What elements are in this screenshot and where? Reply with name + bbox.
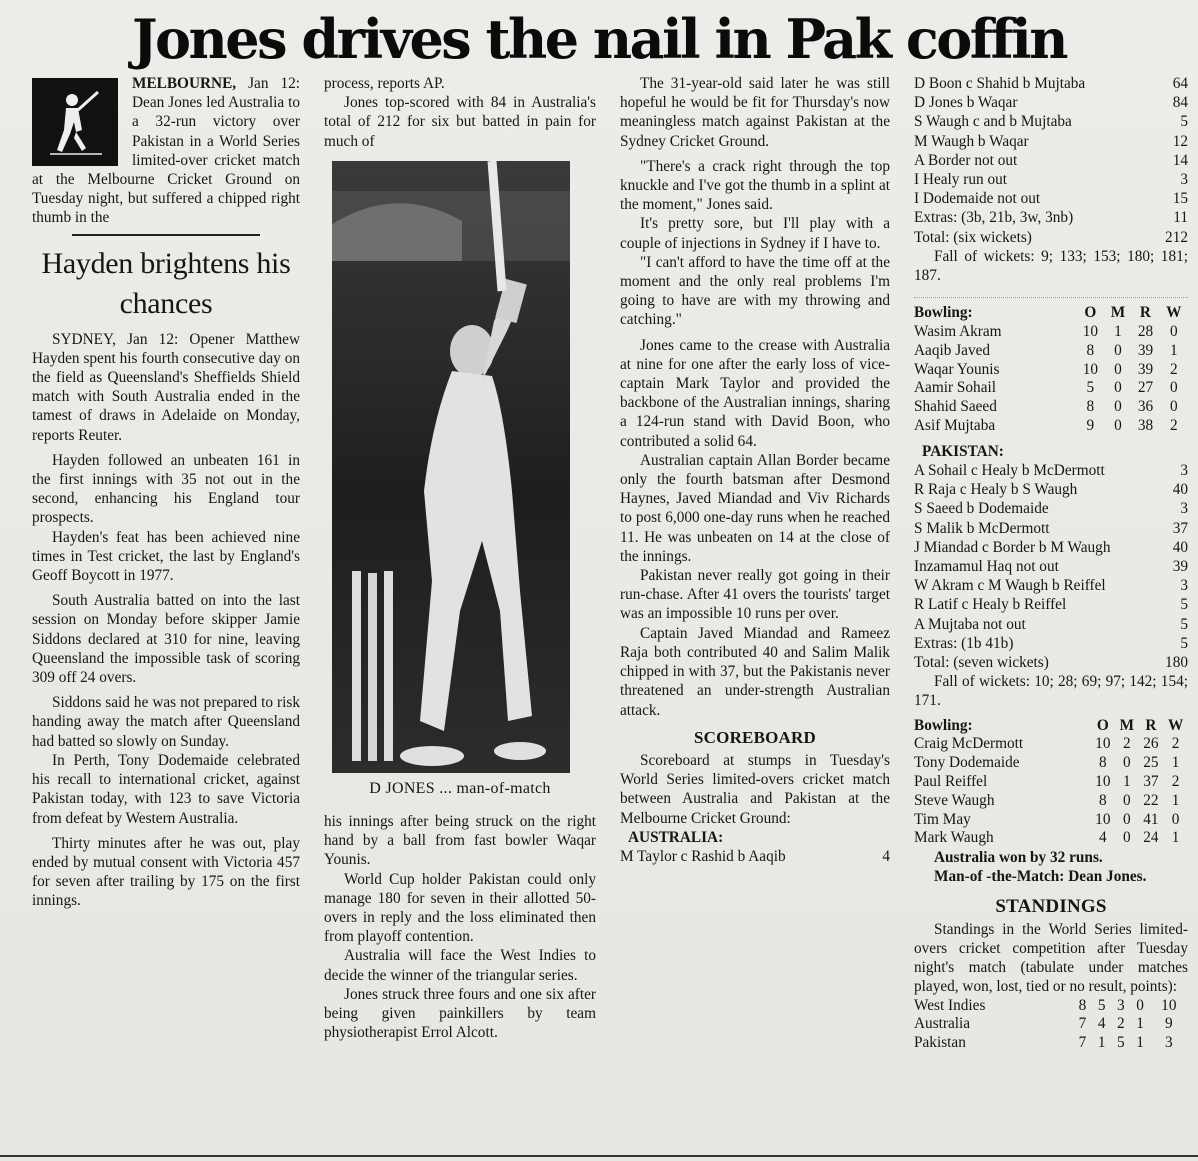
bowling-figure: 0: [1123, 810, 1131, 828]
batting-row: [914, 228, 1188, 247]
bowling-figure: 10: [1095, 810, 1111, 828]
batting-row: [914, 151, 1188, 170]
col-header: W: [1166, 304, 1182, 322]
bowling-figure: 2: [1123, 735, 1131, 753]
bowling-figure: 36: [1137, 398, 1154, 416]
batting-row: [914, 576, 1188, 595]
hayden-paragraph: South Australia batted on into the last session on Monday before skipper Jamie Siddons declared at 310 for nine, leaving Queensland the impossible task of scoring 309 off 24 overs.: [32, 592, 300, 687]
standings-row: [914, 1015, 1188, 1034]
bowler-name: Tony Dodemaide: [914, 754, 1020, 772]
bowling-row: [914, 398, 1188, 417]
batting-row: [914, 615, 1188, 634]
standings-row: [914, 997, 1188, 1016]
bowler-name: Aaqib Javed: [914, 341, 991, 359]
bowling-label: Bowling:: [914, 716, 973, 734]
batting-row: [914, 499, 1188, 518]
batsman-photo: [332, 161, 570, 773]
bowling-figure: 0: [1169, 398, 1178, 416]
hayden-paragraph: SYDNEY, Jan 12: Opener Matthew Hayden spent his fourth consecutive day on the field as Queensland's Sheffields Shield match with South Australia ended in the tamest of draws in Adelaide on Monday, reports Reuter.: [32, 330, 300, 444]
batting-row: [914, 634, 1188, 653]
batsman-runs: 3: [1180, 462, 1188, 480]
batsman-name: A Mujtaba not out: [914, 615, 1026, 633]
batsman-runs: 3: [1180, 500, 1188, 518]
bowling-figure: 4: [1099, 829, 1107, 847]
story-paragraph: World Cup holder Pakistan could only manage 180 for seven in their allotted 50-overs in reply and the loss eliminated then from playoff contention.: [324, 870, 596, 946]
team-name: West Indies: [914, 996, 986, 1014]
standings-value: 3: [1165, 1034, 1173, 1052]
bowler-name: Craig McDermott: [914, 735, 1024, 753]
bowler-name: Paul Reiffel: [914, 773, 988, 791]
batsman-runs: 5: [1180, 615, 1188, 633]
bowling-label: Bowling:: [914, 304, 973, 322]
bowling-figure: 0: [1123, 791, 1131, 809]
story-paragraph: The 31-year-old said later he was still hopeful he would be fit for Thursday's now meaningless match against Pakistan at the Sydney Cricket Ground.: [620, 75, 890, 150]
scoreboard-heading: SCOREBOARD: [694, 727, 816, 747]
bowling-row: [914, 773, 1188, 792]
batting-row: [914, 595, 1188, 614]
batsman-runs: 39: [1172, 558, 1188, 576]
divider: [914, 285, 1188, 298]
col-header: W: [1167, 716, 1184, 734]
pakistan-batting: [914, 461, 1188, 672]
man-of-the-match: Man-of -the-Match: Dean Jones.: [934, 868, 1147, 886]
batsman-runs: 212: [1165, 228, 1188, 246]
batsman-name: I Healy run out: [914, 171, 1008, 189]
batsman-runs: 5: [1180, 634, 1188, 652]
match-result: Australia won by 32 runs.: [934, 849, 1103, 867]
bowling-figure: 0: [1114, 379, 1122, 397]
australia-fall-of-wickets: Fall of wickets: 9; 133; 153; 180; 181; 187.: [914, 247, 1188, 285]
bowling-figure: 25: [1143, 754, 1159, 772]
bowling-figure: 2: [1171, 773, 1180, 791]
batsman-runs: 14: [1172, 151, 1188, 169]
batting-row: [914, 93, 1188, 112]
bowling-row: [914, 379, 1188, 398]
batsman-name: A Sohail c Healy b McDermott: [914, 462, 1105, 480]
bowling-figure: 1: [1114, 323, 1122, 341]
bowling-figure: 9: [1086, 417, 1095, 435]
batsman-runs: 180: [1165, 654, 1188, 672]
batsman-runs: 3: [1180, 577, 1188, 595]
standings-value: 7: [1078, 1034, 1087, 1052]
cricket-batsman-icon: [32, 78, 118, 166]
story-paragraph: Australian captain Allan Border became only the fourth batsman after Desmond Haynes, Javed Miandad and Viv Richards to post 6,000 one-day runs when he reached 11. He was unbeaten on 14 at the close of the innings.: [620, 451, 890, 565]
bowling-figure: 10: [1095, 735, 1111, 753]
bowler-name: Aamir Sohail: [914, 379, 996, 397]
batsman-name: M Waugh b Waqar: [914, 132, 1029, 150]
pakistan-fall-of-wickets: Fall of wickets: 10; 28; 69; 97; 142; 154; 171.: [914, 673, 1188, 710]
batsman-runs: 11: [1173, 209, 1188, 227]
batsman-name: S Waugh c and b Mujtaba: [914, 113, 1072, 131]
batting-row: [914, 74, 1188, 93]
australia-batting: [914, 74, 1188, 247]
standings-heading: STANDINGS: [995, 895, 1107, 917]
bowling-figure: 1: [1171, 829, 1180, 847]
bowling-row: [914, 829, 1188, 848]
batsman-name: D Boon c Shahid b Mujtaba: [914, 75, 1086, 92]
story-paragraph: his innings after being struck on the right hand by a ball from fast bowler Waqar Younis.: [324, 813, 596, 869]
batting-row: [914, 189, 1188, 208]
bowling-figure: 24: [1143, 829, 1159, 847]
bowling-row: [914, 811, 1188, 830]
batsman-runs: 5: [1180, 113, 1188, 131]
pakistan-bowling-table: [914, 304, 1188, 436]
batsman-runs: 37: [1172, 519, 1188, 537]
batsman-name: R Raja c Healy b S Waugh: [914, 481, 1078, 499]
batsman-runs: 84: [1172, 94, 1188, 112]
batsman-runs: 3: [1180, 171, 1188, 189]
bowling-figure: 37: [1143, 773, 1159, 791]
bowling-figure: 0: [1169, 379, 1178, 397]
bowling-figure: 1: [1169, 341, 1178, 359]
standings-value: 7: [1078, 1015, 1087, 1033]
story-paragraph: process, reports AP.: [324, 75, 445, 92]
australia-bowling-table: [914, 717, 1188, 849]
bowling-figure: 39: [1137, 360, 1154, 378]
story-paragraph: Captain Javed Miandad and Rameez Raja both contributed 40 and Salim Malik chipped in with 37, but the Pakistanis never threatened an under-strength Australian attack.: [620, 624, 890, 719]
bowler-name: Wasim Akram: [914, 323, 1002, 341]
standings-value: 10: [1161, 996, 1177, 1014]
bowling-row: [914, 342, 1188, 361]
bowling-figure: 0: [1114, 398, 1122, 416]
hayden-paragraph: Siddons said he was not prepared to risk handing away the match after Queensland had batted so slowly on Sunday.: [32, 694, 300, 750]
batsman-name: Extras: (1b 41b): [914, 634, 1014, 652]
story-paragraph: Jones came to the crease with Australia at nine for one after the early loss of vice-captain Mark Taylor and provided the backbone of the Australian innings, sharing a 124-run stand with David Boon, who contributed a solid 64.: [620, 336, 890, 450]
standings-value: 1: [1136, 1034, 1144, 1052]
batsman-name: Extras: (3b, 21b, 3w, 3nb): [914, 209, 1074, 227]
bowling-figure: 0: [1169, 323, 1178, 341]
bowling-figure: 22: [1143, 791, 1159, 809]
bowling-figure: 1: [1171, 754, 1180, 772]
standings-value: 9: [1165, 1015, 1173, 1033]
batsman-runs: 15: [1172, 190, 1188, 208]
bowling-figure: 38: [1137, 417, 1154, 435]
bowling-figure: 8: [1086, 341, 1095, 359]
bowling-figure: 0: [1114, 341, 1122, 359]
bowler-name: Steve Waugh: [914, 791, 995, 809]
bowling-figure: 1: [1123, 773, 1131, 791]
bowling-figure: 8: [1099, 791, 1107, 809]
batsman-name: D Jones b Waqar: [914, 94, 1018, 112]
bowling-row: [914, 323, 1188, 342]
team-name: Pakistan: [914, 1034, 966, 1052]
story-paragraph: Pakistan never really got going in their run-chase. After 41 overs the tourists' target was an impossible 10 runs per over.: [620, 567, 890, 623]
bowling-figure: 0: [1114, 417, 1122, 435]
batsman-name: Total: (six wickets): [914, 228, 1032, 246]
standings-value: 2: [1117, 1015, 1125, 1033]
batsman-name: W Akram c M Waugh b Reiffel: [914, 577, 1106, 595]
batsman-runs: 5: [1180, 596, 1188, 614]
column-3: [620, 74, 890, 866]
batting-row: [620, 847, 890, 866]
story-paragraph: It's pretty sore, but I'll play with a couple of injections in Sydney if I have to.: [620, 215, 890, 252]
batsman-name: A Border not out: [914, 151, 1018, 169]
standings-value: 3: [1117, 996, 1125, 1014]
bowling-row: [914, 792, 1188, 811]
bowler-name: Shahid Saeed: [914, 398, 997, 416]
bowling-figure: 0: [1114, 360, 1122, 378]
column-4: [914, 74, 1188, 1053]
bowling-figure: 26: [1143, 735, 1159, 753]
bowling-figure: 8: [1086, 398, 1095, 416]
standings-value: 1: [1097, 1034, 1106, 1052]
batsman-name: I Dodemaide not out: [914, 190, 1041, 208]
bowling-row: [914, 417, 1188, 436]
bowler-name: Tim May: [914, 810, 971, 828]
col-header: M: [1110, 304, 1126, 322]
bowler-name: Mark Waugh: [914, 829, 994, 847]
batting-row: [914, 132, 1188, 151]
bowling-figure: 2: [1169, 417, 1178, 435]
bowling-row: [914, 735, 1188, 754]
standings-value: 1: [1136, 1015, 1144, 1033]
batsman-runs: 64: [1172, 75, 1188, 92]
divider: [72, 234, 260, 236]
batsman-runs: 4: [882, 847, 890, 865]
headline: Jones drives the nail in Pak coffin: [131, 7, 1067, 71]
batting-row: [914, 519, 1188, 538]
lead-paragraph: Jan 12: Dean Jones led Australia to a 32-run victory over Pakistan in a World Series limited-over cricket match at the Melbourne Cricket Ground on Tuesday night, but suffered a chipped right thumb in the: [32, 75, 300, 227]
standings-value: 5: [1117, 1034, 1125, 1052]
batting-row: [914, 208, 1188, 227]
column-1: [32, 74, 300, 911]
hayden-paragraph: Hayden followed an unbeaten 161 in the first innings with 35 not out in the second, enhancing his England tour prospects.: [32, 451, 300, 527]
dateline: MELBOURNE,: [132, 75, 237, 92]
australia-label: AUSTRALIA:: [628, 828, 724, 846]
bowling-figure: 2: [1169, 360, 1178, 378]
batting-row: [914, 653, 1188, 672]
bowling-figure: 41: [1143, 810, 1159, 828]
standings-value: 8: [1078, 996, 1087, 1014]
batting-row: [914, 461, 1188, 480]
batting-row: [914, 557, 1188, 576]
photo-caption: D JONES ... man-of-match: [369, 779, 551, 797]
batsman-runs: 40: [1172, 481, 1188, 499]
bowling-row: [914, 754, 1188, 773]
hayden-paragraph: Thirty minutes after he was out, play ended by mutual consent with Victoria 457 for seven after trailing by 175 on the first innings.: [32, 834, 300, 910]
standings-value: 5: [1097, 996, 1106, 1014]
bottom-rule: [0, 1155, 1198, 1157]
bowling-figure: 10: [1082, 360, 1099, 378]
bowling-figure: 10: [1082, 323, 1099, 341]
batsman-name: M Taylor c Rashid b Aaqib: [620, 847, 786, 865]
bowling-figure: 28: [1137, 323, 1154, 341]
standings-intro: Standings in the World Series limited-overs cricket competition after Tuesday night's match (tabulate under matches played, won, lost, tied or no result, points):: [914, 920, 1188, 996]
batting-row: [914, 538, 1188, 557]
story-paragraph: Australia will face the West Indies to decide the winner of the triangular series.: [324, 947, 596, 984]
batting-row: [914, 480, 1188, 499]
bowling-figure: 10: [1095, 773, 1111, 791]
bowling-figure: 39: [1137, 341, 1154, 359]
bowling-figure: 0: [1123, 754, 1131, 772]
col-header: O: [1096, 716, 1109, 734]
story-paragraph: "I can't afford to have the time off at the moment and the only real problems I'm going to have are with my throwing and catching.": [620, 253, 890, 329]
team-name: Australia: [914, 1015, 971, 1033]
batting-row: [914, 170, 1188, 189]
hayden-subhead: Hayden brightens his chances: [41, 246, 291, 320]
col-header: R: [1145, 716, 1157, 734]
story-paragraph: Jones top-scored with 84 in Australia's total of 212 for six but batted in pain for much of: [324, 94, 596, 150]
batsman-name: J Miandad c Border b M Waugh: [914, 538, 1111, 556]
bowler-name: Asif Mujtaba: [914, 417, 996, 435]
bowling-row: [914, 361, 1188, 380]
story-paragraph: "There's a crack right through the top knuckle and I've got the thumb in a splint at the moment," Jones said.: [620, 157, 890, 214]
bowling-figure: 1: [1171, 791, 1180, 809]
batsman-name: Total: (seven wickets): [914, 654, 1049, 672]
bowling-figure: 2: [1171, 735, 1180, 753]
standings-row: [914, 1034, 1188, 1053]
pakistan-label: PAKISTAN:: [922, 442, 1004, 460]
col-header: R: [1139, 304, 1151, 322]
bowling-figure: 0: [1171, 810, 1180, 828]
standings-value: 0: [1136, 996, 1144, 1014]
batsman-name: R Latif c Healy b Reiffel: [914, 596, 1067, 614]
bowling-figure: 8: [1099, 754, 1107, 772]
batsman-runs: 12: [1172, 132, 1188, 150]
col-header: O: [1084, 304, 1097, 322]
standings-table: [914, 997, 1188, 1053]
batsman-name: S Saeed b Dodemaide: [914, 500, 1049, 518]
bowling-figure: 27: [1137, 379, 1154, 397]
batting-row: [914, 112, 1188, 131]
standings-value: 4: [1097, 1015, 1106, 1033]
scoreboard-intro: Scoreboard at stumps in Tuesday's World Series limited-overs cricket match between Australia and Pakistan at the Melbourne Cricket Ground:: [620, 751, 890, 827]
batsman-name: S Malik b McDermott: [914, 519, 1050, 537]
bowling-figure: 0: [1123, 829, 1131, 847]
story-paragraph: Jones struck three fours and one six after being given painkillers by team physiotherapist Errol Alcott.: [324, 985, 596, 1042]
batsman-runs: 40: [1172, 538, 1188, 556]
bowler-name: Waqar Younis: [914, 360, 1000, 378]
batsman-name: Inzamamul Haq not out: [914, 558, 1059, 576]
column-2: [324, 74, 596, 1042]
hayden-paragraph: In Perth, Tony Dodemaide celebrated his recall to international cricket, against Pakistan today, with 123 to save Victoria from defeat by Western Australia.: [32, 751, 300, 827]
bowling-figure: 5: [1086, 379, 1095, 397]
col-header: M: [1119, 716, 1135, 734]
hayden-paragraph: Hayden's feat has been achieved nine times in Test cricket, the last by England's Geoff Boycott in 1977.: [32, 528, 300, 585]
